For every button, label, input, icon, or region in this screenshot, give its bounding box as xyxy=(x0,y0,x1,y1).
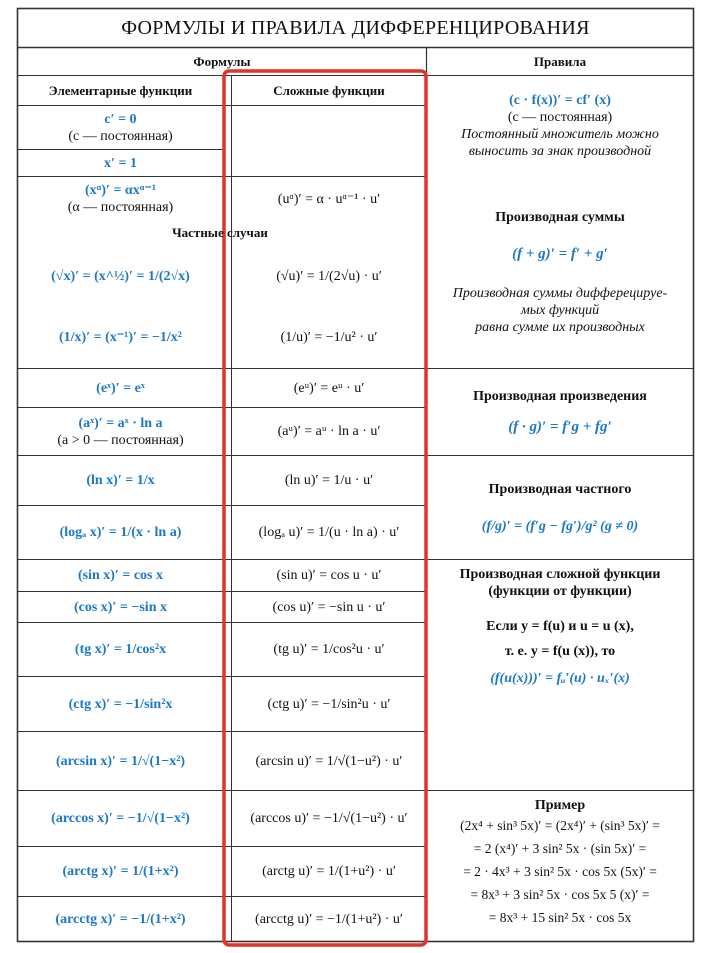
cplx-ctg xyxy=(232,677,426,731)
rule-text: Если y = f(u) и u = u (x), xyxy=(486,619,634,634)
rule-title: Производная сложной функции xyxy=(459,567,661,582)
example-line: = 8x³ + 3 sin² 5x · cos 5x 5 (x)′ = xyxy=(470,887,650,902)
example-title: Пример xyxy=(534,798,586,813)
formula-text: (sin u)′ = cos u · u′ xyxy=(276,568,382,583)
formula-text: (c · f(x))′ = cf′ (x) xyxy=(509,93,611,108)
formula-text: (aˣ)′ = aˣ · ln a xyxy=(78,415,163,431)
rule-text: Производная суммы дифферецируе- xyxy=(452,286,668,301)
note-text: (c — постоянная) xyxy=(68,128,173,144)
elem-power xyxy=(18,177,223,221)
rule-text: мых функций xyxy=(520,303,600,318)
formula-text: (tg u)′ = 1/cos²u · u′ xyxy=(273,642,385,657)
cplx-arccos xyxy=(232,791,426,846)
rule-text: равна сумме их производных xyxy=(475,320,645,335)
elem-exp xyxy=(18,369,223,407)
header-rules: Правила xyxy=(533,53,587,69)
cplx-sin xyxy=(232,560,426,591)
rule-title: Производная произведения xyxy=(473,389,647,404)
elem-sin xyxy=(18,560,223,591)
formula-text: (arcctg x)′ = −1/(1+x²) xyxy=(55,911,186,927)
formula-text: (tg x)′ = 1/cos²x xyxy=(74,642,167,657)
formula-text: (f/g)′ = (f′g − fg′)/g² (g ≠ 0) xyxy=(481,518,639,534)
elem-arccos xyxy=(18,791,223,846)
cplx-exp-a xyxy=(232,408,426,455)
formula-text: (arcsin u)′ = 1/√(1−u²) · u′ xyxy=(255,753,403,769)
cplx-log xyxy=(232,506,426,559)
rule-quotient xyxy=(427,456,693,559)
rule-title: Производная суммы xyxy=(495,210,625,225)
elem-arctg xyxy=(18,847,223,896)
cplx-exp xyxy=(232,369,426,407)
cplx-reciprocal xyxy=(232,306,426,368)
formula-text: (ctg x)′ = −1/sin²x xyxy=(68,696,173,712)
rule-example xyxy=(427,791,693,941)
example-line: = 8x³ + 15 sin² 5x · cos 5x xyxy=(488,910,632,925)
formula-text: (f + g)′ = f′ + g′ xyxy=(512,246,608,262)
formula-text: (f(u(x)))′ = fᵤ′(u) · uₓ′(x) xyxy=(490,671,630,686)
formula-text: (arcctg u)′ = −1/(1+u²) · u′ xyxy=(255,911,403,927)
cplx-ln xyxy=(232,456,426,505)
elem-tg xyxy=(18,623,223,676)
formula-text: (arctg u)′ = 1/(1+u²) · u′ xyxy=(262,864,396,879)
elem-ctg xyxy=(18,677,223,731)
formula-text: x′ = 1 xyxy=(104,155,137,171)
formula-text: (aᵘ)′ = aᵘ · ln a · u′ xyxy=(277,424,381,439)
formula-text: (√u)′ = 1/(2√u) · u′ xyxy=(276,268,382,284)
example-line: (2x⁴ + sin³ 5x)′ = (2x⁴)′ + (sin³ 5x)′ = xyxy=(460,818,660,833)
cplx-power xyxy=(232,177,426,221)
formula-text: (logₐ u)′ = 1/(u · ln a) · u′ xyxy=(258,525,400,540)
formula-text: (xᵅ)′ = αxᵅ⁻¹ xyxy=(84,183,157,198)
note-text: (a > 0 — постоянная) xyxy=(57,432,184,448)
elem-ln xyxy=(18,456,223,505)
rule-title: Производная частного xyxy=(488,481,632,497)
formula-text: (√x)′ = (x^½)′ = 1/(2√x) xyxy=(51,268,190,284)
formula-text: (logₐ x)′ = 1/(x · ln a) xyxy=(59,525,182,540)
formula-text: (f · g)′ = f′g + fg′ xyxy=(508,419,612,435)
formula-text: (ctg u)′ = −1/sin²u · u′ xyxy=(267,696,391,712)
formula-text: (1/x)′ = (x⁻¹)′ = −1/x² xyxy=(58,329,183,345)
rule-subtitle: (функции от функции) xyxy=(488,584,632,599)
note-text: (c — постоянная) xyxy=(507,110,613,125)
elem-exp-a xyxy=(18,408,223,455)
formula-text: (sin x)′ = cos x xyxy=(77,568,164,583)
formula-text: (1/u)′ = −1/u² · u′ xyxy=(280,329,378,345)
rule-text: Постоянный множитель можно xyxy=(461,127,659,142)
formula-text: (eᵘ)′ = eᵘ · u′ xyxy=(293,380,365,396)
rule-sum xyxy=(427,177,693,368)
formula-text: (ln u)′ = 1/u · u′ xyxy=(284,473,374,488)
formula-text: c′ = 0 xyxy=(104,111,137,127)
formula-text: (uᵅ)′ = α · uᵅ⁻¹ · u′ xyxy=(277,191,381,207)
elem-constant xyxy=(18,106,223,149)
header-formulas: Формулы xyxy=(193,53,251,69)
elem-sqrt xyxy=(18,248,223,304)
elem-arcctg xyxy=(18,897,223,941)
elem-log xyxy=(18,506,223,559)
formula-text: (cos u)′ = −sin u · u′ xyxy=(272,599,386,615)
elem-cos xyxy=(18,592,223,622)
formula-text: (arctg x)′ = 1/(1+x²) xyxy=(62,864,179,879)
cplx-sqrt xyxy=(232,248,426,304)
header-elementary: Элементарные функции xyxy=(48,82,193,98)
formula-text: (arccos u)′ = −1/√(1−u²) · u′ xyxy=(250,811,408,826)
formula-text: (ln x)′ = 1/x xyxy=(86,473,155,488)
elem-arcsin xyxy=(18,732,223,790)
rule-chain xyxy=(427,560,693,710)
formula-text: (eˣ)′ = eˣ xyxy=(96,380,145,396)
special-cases-label: Частные случаи xyxy=(172,225,268,240)
cplx-cos xyxy=(232,592,426,622)
formula-text: (arccos x)′ = −1/√(1−x²) xyxy=(51,811,190,826)
header-complex: Сложные функции xyxy=(273,82,385,98)
rule-product xyxy=(427,369,693,455)
elem-reciprocal xyxy=(18,306,223,368)
formula-text: (arcsin x)′ = 1/√(1−x²) xyxy=(55,753,186,769)
cplx-arcctg xyxy=(232,897,426,941)
rule-text: выносить за знак производной xyxy=(468,144,652,159)
example-line: = 2 (x⁴)′ + 3 sin² 5x · (sin 5x)′ = xyxy=(473,841,647,856)
cplx-tg xyxy=(232,623,426,676)
page-title: ФОРМУЛЫ И ПРАВИЛА ДИФФЕРЕНЦИРОВАНИЯ xyxy=(121,16,590,39)
rule-text: т. е. y = f(u (x)), то xyxy=(504,644,616,659)
formula-text: (cos x)′ = −sin x xyxy=(73,599,167,615)
cplx-arcsin xyxy=(232,732,426,790)
rule-constant xyxy=(427,76,693,176)
note-text: (α — постоянная) xyxy=(67,200,174,215)
cplx-arctg xyxy=(232,847,426,896)
example-line: = 2 · 4x³ + 3 sin² 5x · cos 5x (5x)′ = xyxy=(463,864,657,879)
elem-x xyxy=(18,150,223,176)
